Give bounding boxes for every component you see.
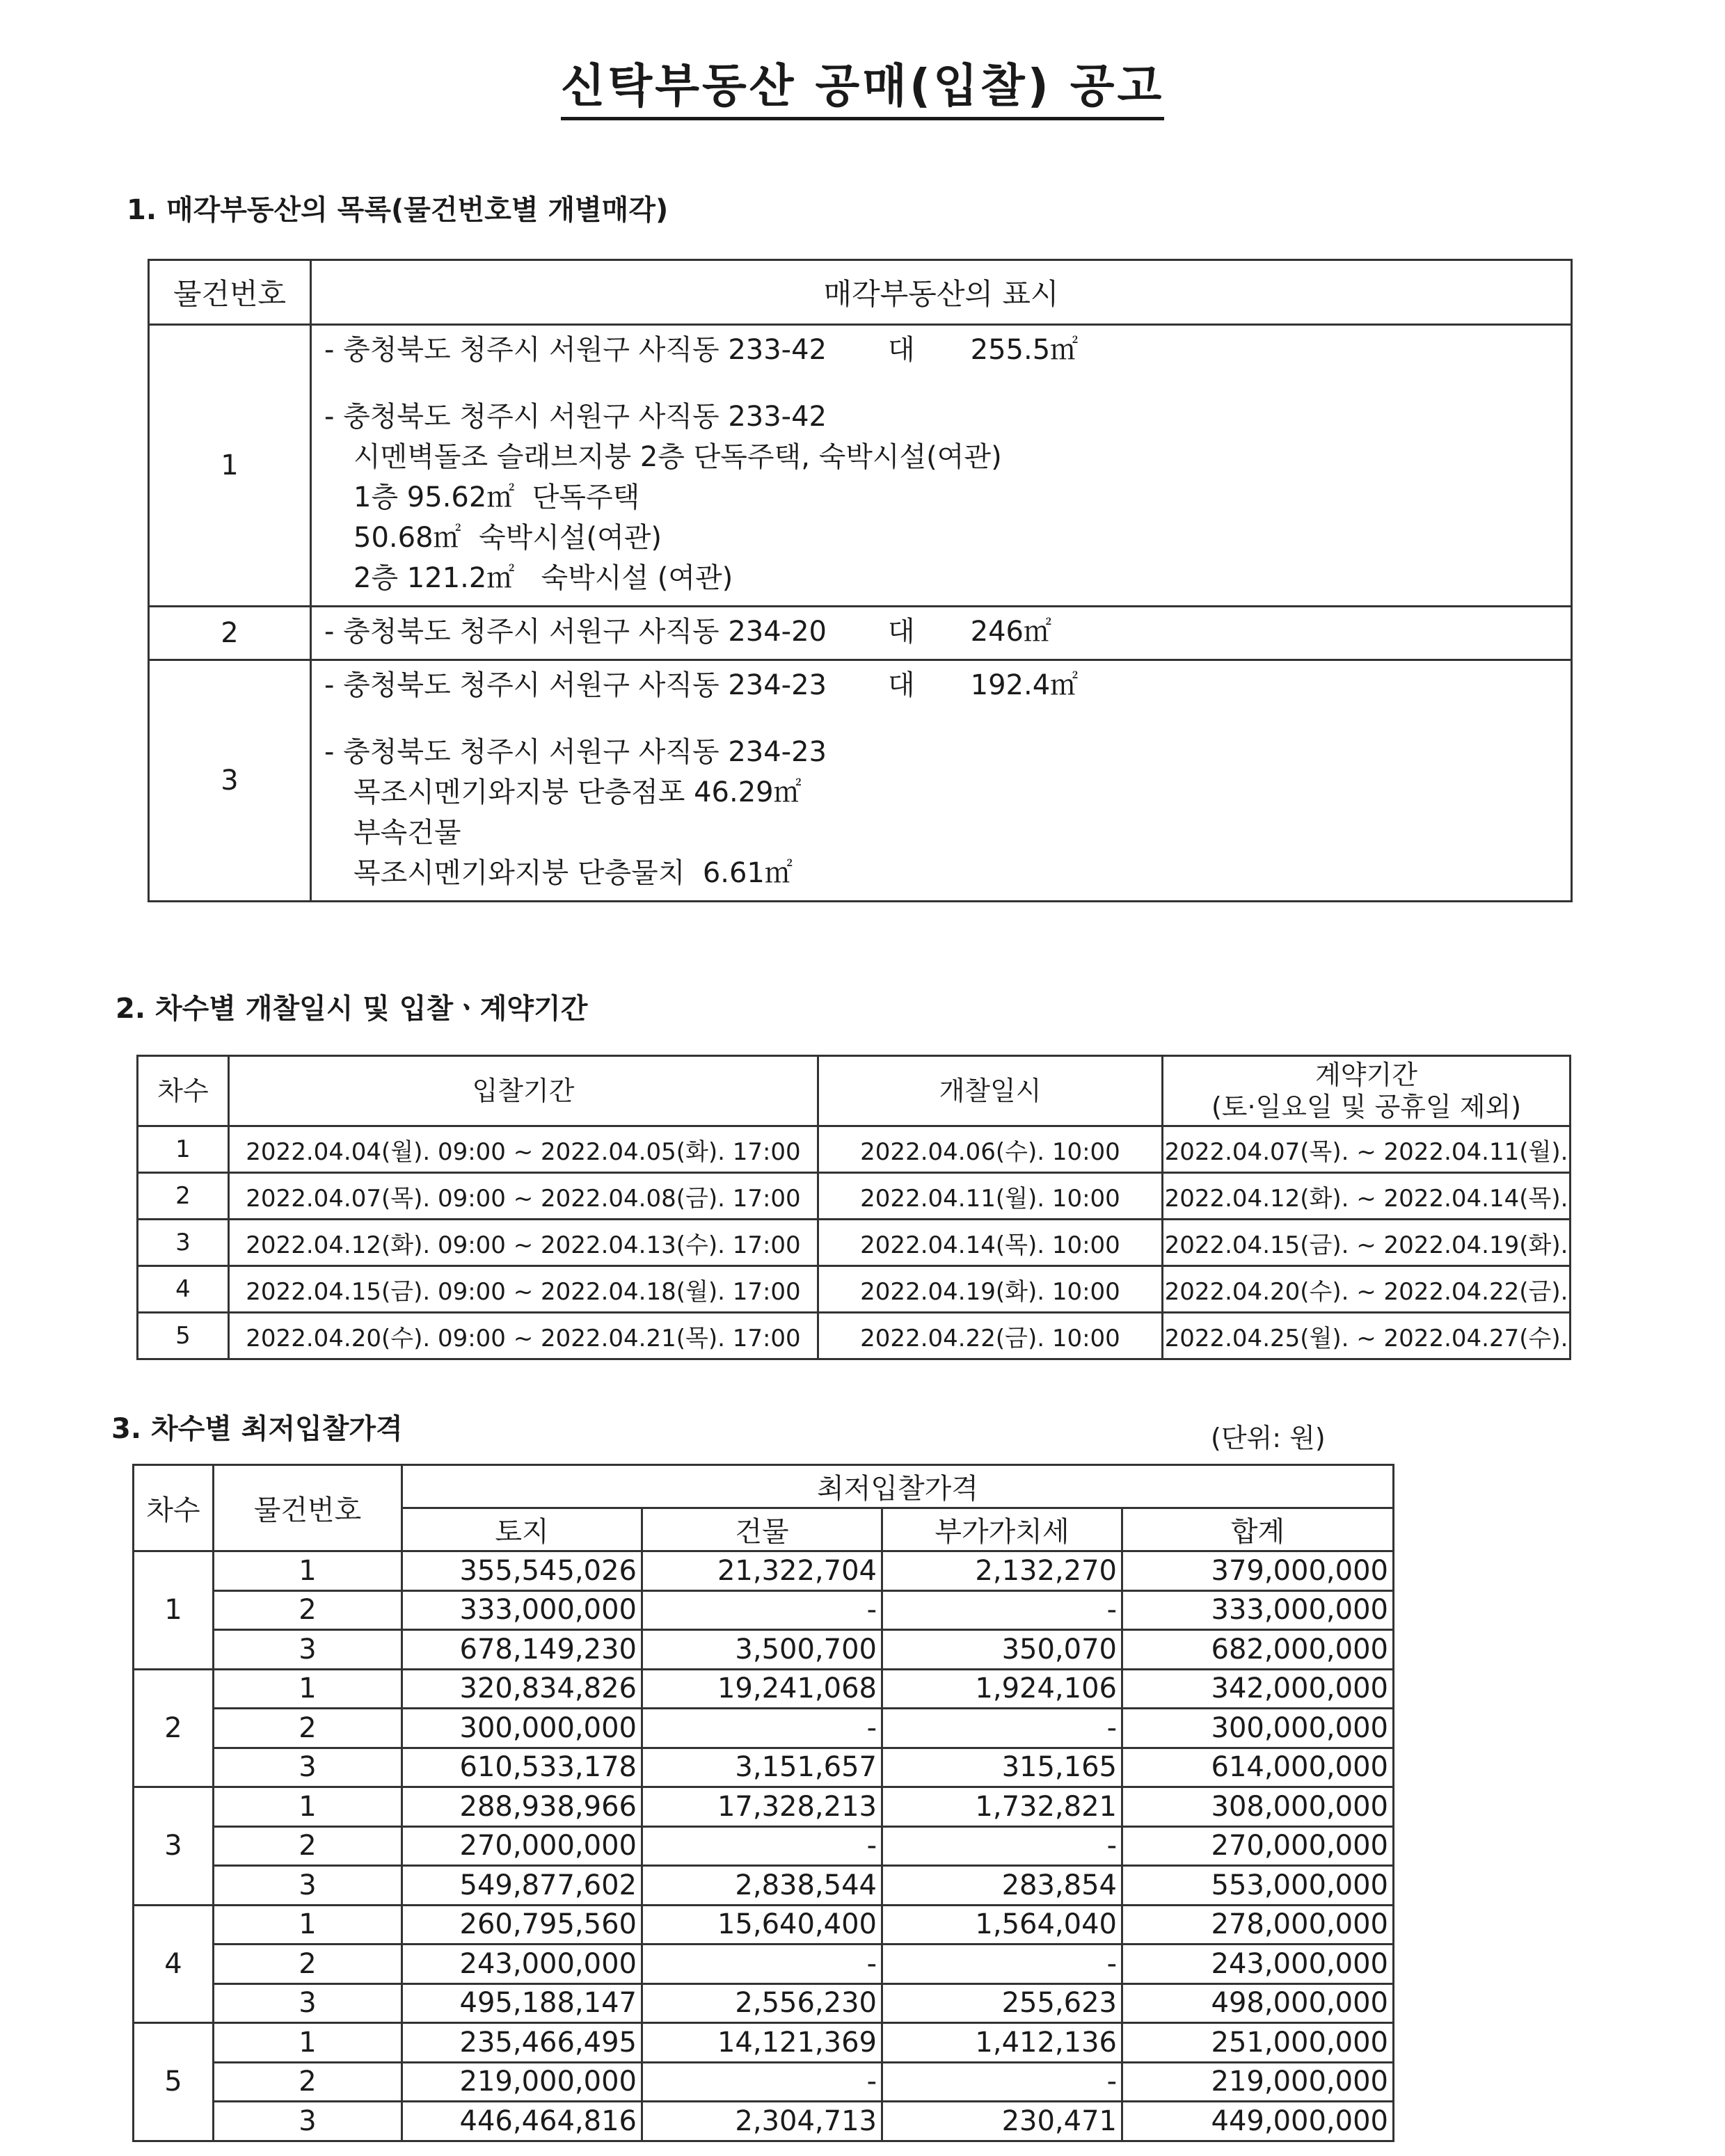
land-price-cell: 243,000,000 <box>402 1945 642 1984</box>
contract-period-cell: 2022.04.20(수). ~ 2022.04.22(금). <box>1163 1266 1571 1313</box>
header-min-price: 최저입찰가격 <box>402 1465 1394 1508</box>
table-row <box>134 1709 1394 1748</box>
round-cell: 4 <box>134 1905 214 2023</box>
building-price-cell: 3,500,700 <box>642 1630 882 1670</box>
land-price-cell: 235,466,495 <box>402 2023 642 2063</box>
building-price-cell: - <box>642 2062 882 2102</box>
item-number-cell: 1 <box>214 1551 402 1591</box>
address-text: 부속건물 <box>353 817 461 849</box>
total-price-cell: 300,000,000 <box>1122 1709 1394 1748</box>
land-area: 192.4㎡ <box>970 669 1079 701</box>
total-price-cell: 278,000,000 <box>1122 1905 1394 1945</box>
building-price-cell: 2,304,713 <box>642 2102 882 2141</box>
land-price-cell: 333,000,000 <box>402 1590 642 1630</box>
land-category: 대 <box>888 616 915 648</box>
item-number-cell: 2 <box>214 2062 402 2102</box>
building-price-cell: 17,328,213 <box>642 1787 882 1827</box>
header-contract-period <box>1163 1056 1571 1126</box>
land-price-cell: 355,545,026 <box>402 1551 642 1591</box>
vat-cell: 2,132,270 <box>882 1551 1122 1591</box>
total-price-cell: 553,000,000 <box>1122 1866 1394 1906</box>
description-line <box>324 612 1554 652</box>
document-title: 신탁부동산 공매(입찰) 공고 <box>0 49 1725 115</box>
land-category: 대 <box>888 334 915 366</box>
land-price-cell: 678,149,230 <box>402 1630 642 1670</box>
land-price-cell: 260,795,560 <box>402 1905 642 1945</box>
building-price-cell: - <box>642 1590 882 1630</box>
vat-cell: 283,854 <box>882 1866 1122 1906</box>
item-number-cell: 3 <box>214 1630 402 1670</box>
section2-heading: 2. 차수별 개찰일시 및 입찰ㆍ계약기간 <box>116 993 588 1025</box>
spacer <box>324 370 1554 397</box>
section3-heading: 3. 차수별 최저입찰가격 <box>111 1413 403 1445</box>
item-number-cell: 2 <box>214 1826 402 1866</box>
vat-cell: 1,564,040 <box>882 1905 1122 1945</box>
item-number: 1 <box>149 325 311 607</box>
item-number-cell: 2 <box>214 1590 402 1630</box>
item-number-cell: 3 <box>214 1866 402 1906</box>
table-row <box>138 1126 1571 1173</box>
table-row <box>134 1826 1394 1866</box>
table-header-row <box>149 260 1572 325</box>
opening-cell: 2022.04.06(수). 10:00 <box>818 1126 1163 1173</box>
round-cell: 2 <box>138 1173 229 1220</box>
description-line <box>324 665 1554 705</box>
land-area: 255.5㎡ <box>970 334 1079 366</box>
header-round: 차수 <box>138 1056 229 1126</box>
item-number-cell: 2 <box>214 1709 402 1748</box>
header-item-no: 물건번호 <box>149 260 311 325</box>
address-text: - 충청북도 청주시 서원구 사직동 234-23 <box>324 669 827 701</box>
item-number: 3 <box>149 660 311 902</box>
opening-cell: 2022.04.14(목). 10:00 <box>818 1220 1163 1266</box>
header-land: 토지 <box>402 1508 642 1551</box>
table-row <box>134 1590 1394 1630</box>
total-price-cell: 270,000,000 <box>1122 1826 1394 1866</box>
item-number-cell: 1 <box>214 1787 402 1827</box>
building-price-cell: 21,322,704 <box>642 1551 882 1591</box>
description-line <box>324 813 1554 853</box>
unit-note: (단위: 원) <box>1211 1423 1326 1453</box>
total-price-cell: 308,000,000 <box>1122 1787 1394 1827</box>
total-price-cell: 498,000,000 <box>1122 1983 1394 2023</box>
description-line <box>324 558 1554 598</box>
item-description <box>311 325 1572 607</box>
land-category: 대 <box>888 669 915 701</box>
table-row <box>138 1313 1571 1359</box>
opening-cell: 2022.04.19(화). 10:00 <box>818 1266 1163 1313</box>
contract-period-cell: 2022.04.15(금). ~ 2022.04.19(화). <box>1163 1220 1571 1266</box>
building-price-cell: - <box>642 1709 882 1748</box>
header-item-no: 물건번호 <box>214 1465 402 1551</box>
vat-cell: 1,732,821 <box>882 1787 1122 1827</box>
vat-cell: 230,471 <box>882 2102 1122 2141</box>
description-line <box>324 330 1554 370</box>
header-round: 차수 <box>134 1465 214 1551</box>
bid-period-cell: 2022.04.15(금). 09:00 ~ 2022.04.18(월). 17:00 <box>229 1266 818 1313</box>
address-text: 목조시멘기와지붕 단층물치 6.61㎡ <box>353 857 793 889</box>
table-row <box>134 1905 1394 1945</box>
table-row <box>138 1220 1571 1266</box>
vat-cell: - <box>882 2062 1122 2102</box>
round-cell: 3 <box>138 1220 229 1266</box>
address-text: 1층 95.62㎡ 단독주택 <box>353 481 640 513</box>
contract-period-cell: 2022.04.25(월). ~ 2022.04.27(수). <box>1163 1313 1571 1359</box>
land-price-cell: 320,834,826 <box>402 1669 642 1709</box>
vat-cell: - <box>882 1709 1122 1748</box>
table-row <box>149 325 1572 607</box>
total-price-cell: 333,000,000 <box>1122 1590 1394 1630</box>
item-number-cell: 1 <box>214 1669 402 1709</box>
table-row <box>134 1983 1394 2023</box>
bid-period-cell: 2022.04.20(수). 09:00 ~ 2022.04.21(목). 17:00 <box>229 1313 818 1359</box>
land-area: 246㎡ <box>970 616 1052 648</box>
land-price-cell: 549,877,602 <box>402 1866 642 1906</box>
address-text: - 충청북도 청주시 서원구 사직동 234-23 <box>324 736 827 768</box>
round-cell: 5 <box>134 2023 214 2141</box>
description-line <box>324 772 1554 813</box>
land-price-cell: 495,188,147 <box>402 1983 642 2023</box>
building-price-cell: 19,241,068 <box>642 1669 882 1709</box>
table-row <box>134 1669 1394 1709</box>
header-bid-period: 입찰기간 <box>229 1056 818 1126</box>
total-price-cell: 449,000,000 <box>1122 2102 1394 2141</box>
address-text: - 충청북도 청주시 서원구 사직동 233-42 <box>324 401 827 433</box>
building-price-cell: 2,838,544 <box>642 1866 882 1906</box>
description-line <box>324 518 1554 558</box>
building-price-cell: - <box>642 1826 882 1866</box>
opening-cell: 2022.04.11(월). 10:00 <box>818 1173 1163 1220</box>
building-price-cell: - <box>642 1945 882 1984</box>
total-price-cell: 342,000,000 <box>1122 1669 1394 1709</box>
vat-cell: - <box>882 1945 1122 1984</box>
table-row <box>134 2102 1394 2141</box>
minimum-price-table <box>132 1464 1394 2142</box>
item-number-cell: 1 <box>214 1905 402 1945</box>
header-description: 매각부동산의 표시 <box>311 260 1572 325</box>
table-row <box>134 1630 1394 1670</box>
item-description <box>311 607 1572 660</box>
table-row <box>138 1173 1571 1220</box>
schedule-table <box>136 1055 1571 1360</box>
item-number-cell: 3 <box>214 1983 402 2023</box>
description-line <box>324 397 1554 437</box>
table-row <box>134 2062 1394 2102</box>
property-list-table <box>148 259 1573 902</box>
item-number-cell: 2 <box>214 1945 402 1984</box>
vat-cell: 255,623 <box>882 1983 1122 2023</box>
section1-heading: 1. 매각부동산의 목록(물건번호별 개별매각) <box>127 194 669 226</box>
land-price-cell: 446,464,816 <box>402 2102 642 2141</box>
address-text: 시멘벽돌조 슬래브지붕 2층 단독주택, 숙박시설(여관) <box>353 441 1002 473</box>
address-text: 50.68㎡ 숙박시설(여관) <box>353 522 662 554</box>
land-price-cell: 300,000,000 <box>402 1709 642 1748</box>
table-row <box>134 1866 1394 1906</box>
land-price-cell: 219,000,000 <box>402 2062 642 2102</box>
round-cell: 1 <box>138 1126 229 1173</box>
building-price-cell: 15,640,400 <box>642 1905 882 1945</box>
total-price-cell: 614,000,000 <box>1122 1748 1394 1787</box>
table-row <box>149 660 1572 902</box>
total-price-cell: 219,000,000 <box>1122 2062 1394 2102</box>
header-opening: 개찰일시 <box>818 1056 1163 1126</box>
table-header-row <box>138 1056 1571 1126</box>
item-number-cell: 3 <box>214 1748 402 1787</box>
bid-period-cell: 2022.04.12(화). 09:00 ~ 2022.04.13(수). 17:00 <box>229 1220 818 1266</box>
description-line <box>324 477 1554 518</box>
total-price-cell: 682,000,000 <box>1122 1630 1394 1670</box>
round-cell: 2 <box>134 1669 214 1787</box>
building-price-cell: 14,121,369 <box>642 2023 882 2063</box>
vat-cell: 1,924,106 <box>882 1669 1122 1709</box>
header-building: 건물 <box>642 1508 882 1551</box>
land-price-cell: 288,938,966 <box>402 1787 642 1827</box>
building-price-cell: 3,151,657 <box>642 1748 882 1787</box>
table-row <box>134 1551 1394 1591</box>
table-row <box>149 607 1572 660</box>
vat-cell: - <box>882 1590 1122 1630</box>
vat-cell: 1,412,136 <box>882 2023 1122 2063</box>
vat-cell: 350,070 <box>882 1630 1122 1670</box>
land-price-cell: 610,533,178 <box>402 1748 642 1787</box>
contract-period-cell: 2022.04.12(화). ~ 2022.04.14(목). <box>1163 1173 1571 1220</box>
description-line <box>324 437 1554 477</box>
description-line <box>324 853 1554 893</box>
table-header-row <box>134 1465 1394 1508</box>
round-cell: 5 <box>138 1313 229 1359</box>
item-number: 2 <box>149 607 311 660</box>
address-text: - 충청북도 청주시 서원구 사직동 234-20 <box>324 616 827 648</box>
bid-period-cell: 2022.04.07(목). 09:00 ~ 2022.04.08(금). 17:00 <box>229 1173 818 1220</box>
spacer <box>324 705 1554 732</box>
total-price-cell: 379,000,000 <box>1122 1551 1394 1591</box>
bid-period-cell: 2022.04.04(월). 09:00 ~ 2022.04.05(화). 17:00 <box>229 1126 818 1173</box>
table-row <box>134 2023 1394 2063</box>
building-price-cell: 2,556,230 <box>642 1983 882 2023</box>
round-cell: 3 <box>134 1787 214 1906</box>
item-number-cell: 3 <box>214 2102 402 2141</box>
land-price-cell: 270,000,000 <box>402 1826 642 1866</box>
round-cell: 4 <box>138 1266 229 1313</box>
total-price-cell: 251,000,000 <box>1122 2023 1394 2063</box>
vat-cell: 315,165 <box>882 1748 1122 1787</box>
vat-cell: - <box>882 1826 1122 1866</box>
contract-period-note: (토·일요일 및 공휴일 제외) <box>1211 1092 1522 1122</box>
contract-period-cell: 2022.04.07(목). ~ 2022.04.11(월). <box>1163 1126 1571 1173</box>
contract-period-label: 계약기간 <box>1315 1060 1417 1090</box>
table-row <box>134 1945 1394 1984</box>
total-price-cell: 243,000,000 <box>1122 1945 1394 1984</box>
round-cell: 1 <box>134 1551 214 1670</box>
table-row <box>134 1748 1394 1787</box>
header-vat: 부가가치세 <box>882 1508 1122 1551</box>
item-description <box>311 660 1572 902</box>
address-text: - 충청북도 청주시 서원구 사직동 233-42 <box>324 334 827 366</box>
description-line <box>324 732 1554 772</box>
item-number-cell: 1 <box>214 2023 402 2063</box>
table-row <box>134 1787 1394 1827</box>
address-text: 2층 121.2㎡ 숙박시설 (여관) <box>353 562 733 594</box>
table-row <box>138 1266 1571 1313</box>
address-text: 목조시멘기와지붕 단층점포 46.29㎡ <box>353 776 802 808</box>
opening-cell: 2022.04.22(금). 10:00 <box>818 1313 1163 1359</box>
header-total: 합계 <box>1122 1508 1394 1551</box>
